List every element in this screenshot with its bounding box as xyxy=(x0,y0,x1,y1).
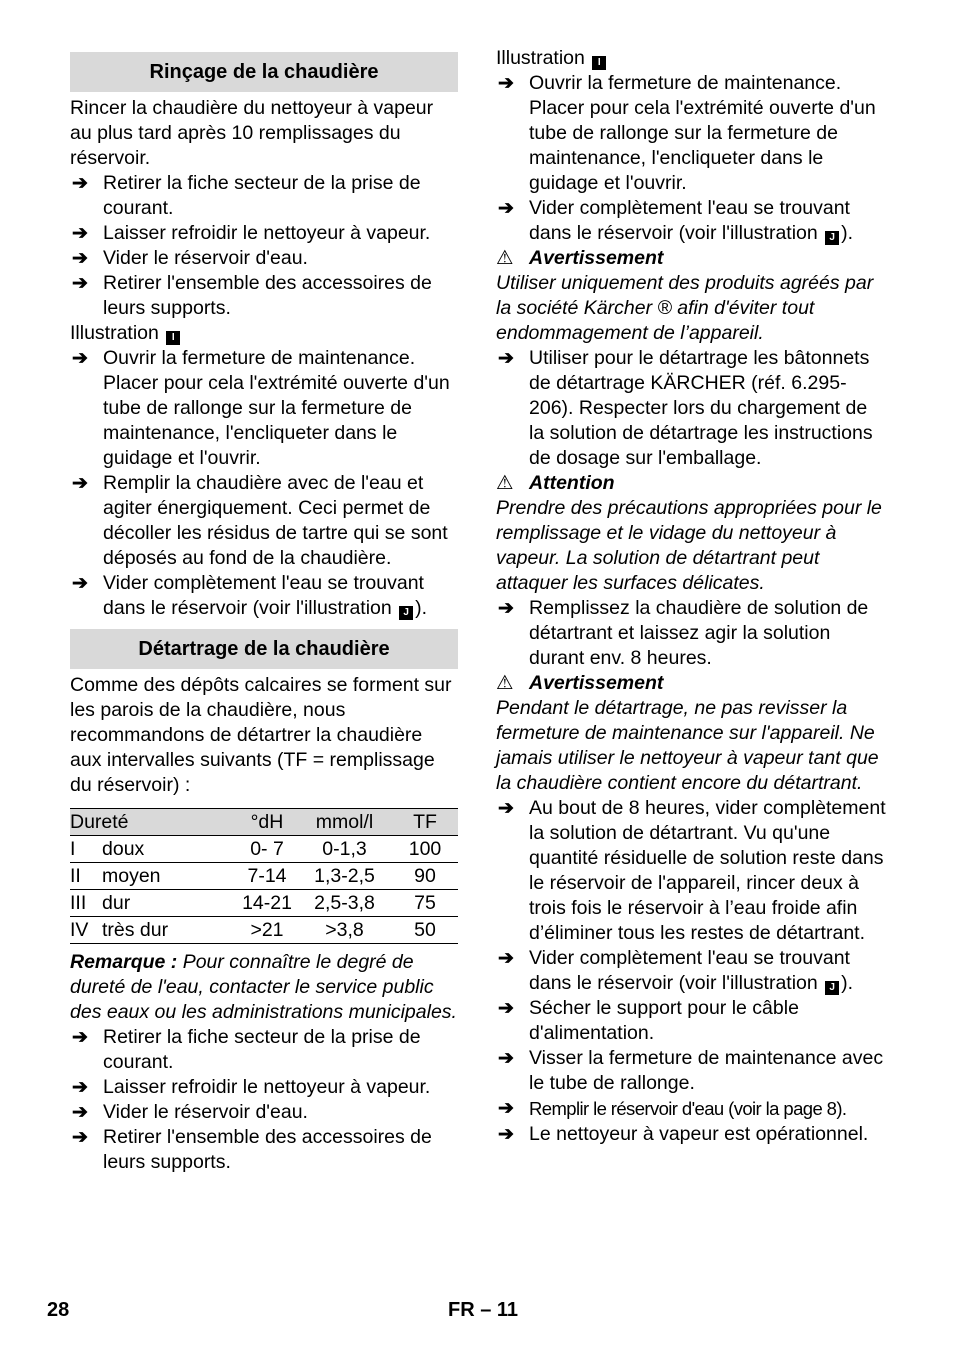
list-item: ➔ Sécher le support pour le câble d'alimentation. xyxy=(498,997,799,1044)
list-item: ➔ Visser la fermeture de maintenance avec le tube de rallonge. xyxy=(498,1047,884,1094)
table-row: II moyen 7-14 1,3-2,5 90 xyxy=(70,863,458,890)
arrow-right-icon: ➔ xyxy=(498,73,514,94)
illustration-i-icon: I xyxy=(592,56,606,70)
arrow-right-icon: ➔ xyxy=(498,798,514,819)
section-title-rinsing: Rinçage de la chaudière xyxy=(70,52,458,92)
illustration-j-icon: J xyxy=(399,606,413,620)
arrow-right-icon: ➔ xyxy=(72,273,88,294)
rinsing-intro: Rincer la chaudière du nettoyeur à vapeur au plus tard après 10 remplissages du réservoir. xyxy=(70,97,434,169)
list-item: ➔ Vider complètement l'eau se trouvant dans le réservoir (voir l'illustration J ). xyxy=(498,947,854,994)
list-item: ➔ Vider complètement l'eau se trouvant dans le réservoir (voir l'illustration J ). xyxy=(72,572,428,619)
right-column xyxy=(496,46,886,1147)
col-dh: °dH xyxy=(250,811,284,833)
col-mmol: mmol/l xyxy=(315,811,374,833)
warning-triangle-icon: ⚠ xyxy=(496,672,514,694)
col-hardness: Dureté xyxy=(70,811,129,833)
list-item: ➔ Retirer la fiche secteur de la prise de courant. xyxy=(72,172,421,219)
descaling-intro: Comme des dépôts calcaires se forment sur les parois de la chaudière, nous recommandons de détartrer la chaudière aux intervalles suivants (TF = remplissage du réservoir) : xyxy=(70,674,452,796)
illustration-j-icon: J xyxy=(825,231,839,245)
list-item: ➔ Retirer l'ensemble des accessoires de leurs supports. xyxy=(72,1126,432,1173)
table-row: I doux 0- 7 0-1,3 100 xyxy=(70,836,458,863)
section-title-descaling: Détartrage de la chaudière xyxy=(70,629,458,669)
table-header-row xyxy=(70,809,458,836)
arrow-right-icon: ➔ xyxy=(498,1098,514,1119)
arrow-right-icon: ➔ xyxy=(72,573,88,594)
arrow-right-icon: ➔ xyxy=(498,1048,514,1069)
warning-text: Utiliser uniquement des produits agréés par la société Kärcher ® afin d'éviter tout endommagement de l’appareil. xyxy=(496,272,874,344)
table-row: IV très dur >21 >3,8 50 xyxy=(70,917,458,944)
warning-triangle-icon: ⚠ xyxy=(496,247,514,269)
remark: Remarque : Pour connaître le degré de dureté de l'eau, contacter le service public des eaux ou les administrations municipales. xyxy=(70,951,457,1023)
list-item: ➔ Remplissez la chaudière de solution de détartrant et laissez agir la solution durant env. 8 heures. xyxy=(498,597,869,669)
arrow-right-icon: ➔ xyxy=(498,598,514,619)
list-item: ➔ Laisser refroidir le nettoyeur à vapeur. xyxy=(72,222,431,244)
hardness-table xyxy=(70,808,458,944)
list-item: ➔ Retirer l'ensemble des accessoires de leurs supports. xyxy=(72,272,432,319)
warning-heading: ⚠ Avertissement xyxy=(496,247,664,269)
list-item: ➔ Vider le réservoir d'eau. xyxy=(72,247,308,269)
arrow-right-icon: ➔ xyxy=(72,348,88,369)
arrow-right-icon: ➔ xyxy=(72,1027,88,1048)
list-item: ➔ Laisser refroidir le nettoyeur à vapeur. xyxy=(72,1076,431,1098)
arrow-right-icon: ➔ xyxy=(72,1102,88,1123)
list-item: ➔ Remplir la chaudière avec de l'eau et agiter énergiquement. Ceci permet de décoller les résidus de tartre qui se sont déposés au fond de la chaudière. xyxy=(72,472,448,569)
page-number: 28 xyxy=(47,1299,70,1321)
arrow-right-icon: ➔ xyxy=(72,1127,88,1148)
list-item: ➔ Ouvrir la fermeture de maintenance. Placer pour cela l'extrémité ouverte d'un tube de rallonge sur la fermeture de maintenance, l'encliqueter dans le guidage et l'ouvrir. xyxy=(498,72,876,194)
warning-heading: ⚠ Avertissement xyxy=(496,672,664,694)
remark-label: Remarque : xyxy=(70,951,178,973)
list-item: ➔ Utiliser pour le détartrage les bâtonnets de détartrage KÄRCHER (réf. 6.295-206). Respecter lors du chargement de la solution de détartrage les instructions de dosage sur l'emballage. xyxy=(498,347,873,469)
arrow-right-icon: ➔ xyxy=(72,173,88,194)
illustration-reference: Illustration I xyxy=(496,46,886,71)
list-item: ➔ Au bout de 8 heures, vider complètement la solution de détartrant. Vu qu'une quantité résiduelle de solution reste dans le réservoir de l'appareil, rincer deux à trois fois le réservoir à l’eau froide afin d’éliminer tous les restes de détartrant. xyxy=(498,797,886,944)
arrow-right-icon: ➔ xyxy=(72,1077,88,1098)
arrow-right-icon: ➔ xyxy=(72,223,88,244)
illustration-reference: Illustration I xyxy=(70,321,458,346)
list-item: ➔ Ouvrir la fermeture de maintenance. Placer pour cela l'extrémité ouverte d'un tube de rallonge sur la fermeture de maintenance, l'encliqueter dans le guidage et l'ouvrir. xyxy=(72,347,450,469)
left-column xyxy=(70,52,458,1175)
arrow-right-icon: ➔ xyxy=(498,998,514,1019)
section-reference: FR – 11 xyxy=(448,1299,519,1321)
attention-text: Prendre des précautions appropriées pour le remplissage et le vidage du nettoyeur à vapeur. La solution de détartrant peut attaquer les surfaces délicates. xyxy=(496,497,882,594)
arrow-right-icon: ➔ xyxy=(72,248,88,269)
list-item: ➔ Vider le réservoir d'eau. xyxy=(72,1101,308,1123)
warning-text: Pendant le détartrage, ne pas revisser la fermeture de maintenance sur l'appareil. Ne jamais utiliser le nettoyeur à vapeur tant que la chaudière contient encore du détartrant. xyxy=(496,697,879,794)
table-row: III dur 14-21 2,5-3,8 75 xyxy=(70,890,458,917)
arrow-right-icon: ➔ xyxy=(72,473,88,494)
illustration-j-icon: J xyxy=(825,981,839,995)
list-item: ➔ Retirer la fiche secteur de la prise de courant. xyxy=(72,1026,421,1073)
attention-heading: ⚠ Attention xyxy=(496,472,615,494)
warning-triangle-icon: ⚠ xyxy=(496,472,514,494)
list-item: ➔ Remplir le réservoir d'eau (voir la page 8). xyxy=(498,1098,847,1119)
list-item: ➔ Vider complètement l'eau se trouvant dans le réservoir (voir l'illustration J ). xyxy=(498,197,854,244)
arrow-right-icon: ➔ xyxy=(498,198,514,219)
arrow-right-icon: ➔ xyxy=(498,348,514,369)
arrow-right-icon: ➔ xyxy=(498,948,514,969)
illustration-i-icon: I xyxy=(166,331,180,345)
arrow-right-icon: ➔ xyxy=(498,1124,514,1145)
col-tf: TF xyxy=(413,811,437,833)
list-item: ➔ Le nettoyeur à vapeur est opérationnel. xyxy=(498,1123,869,1145)
